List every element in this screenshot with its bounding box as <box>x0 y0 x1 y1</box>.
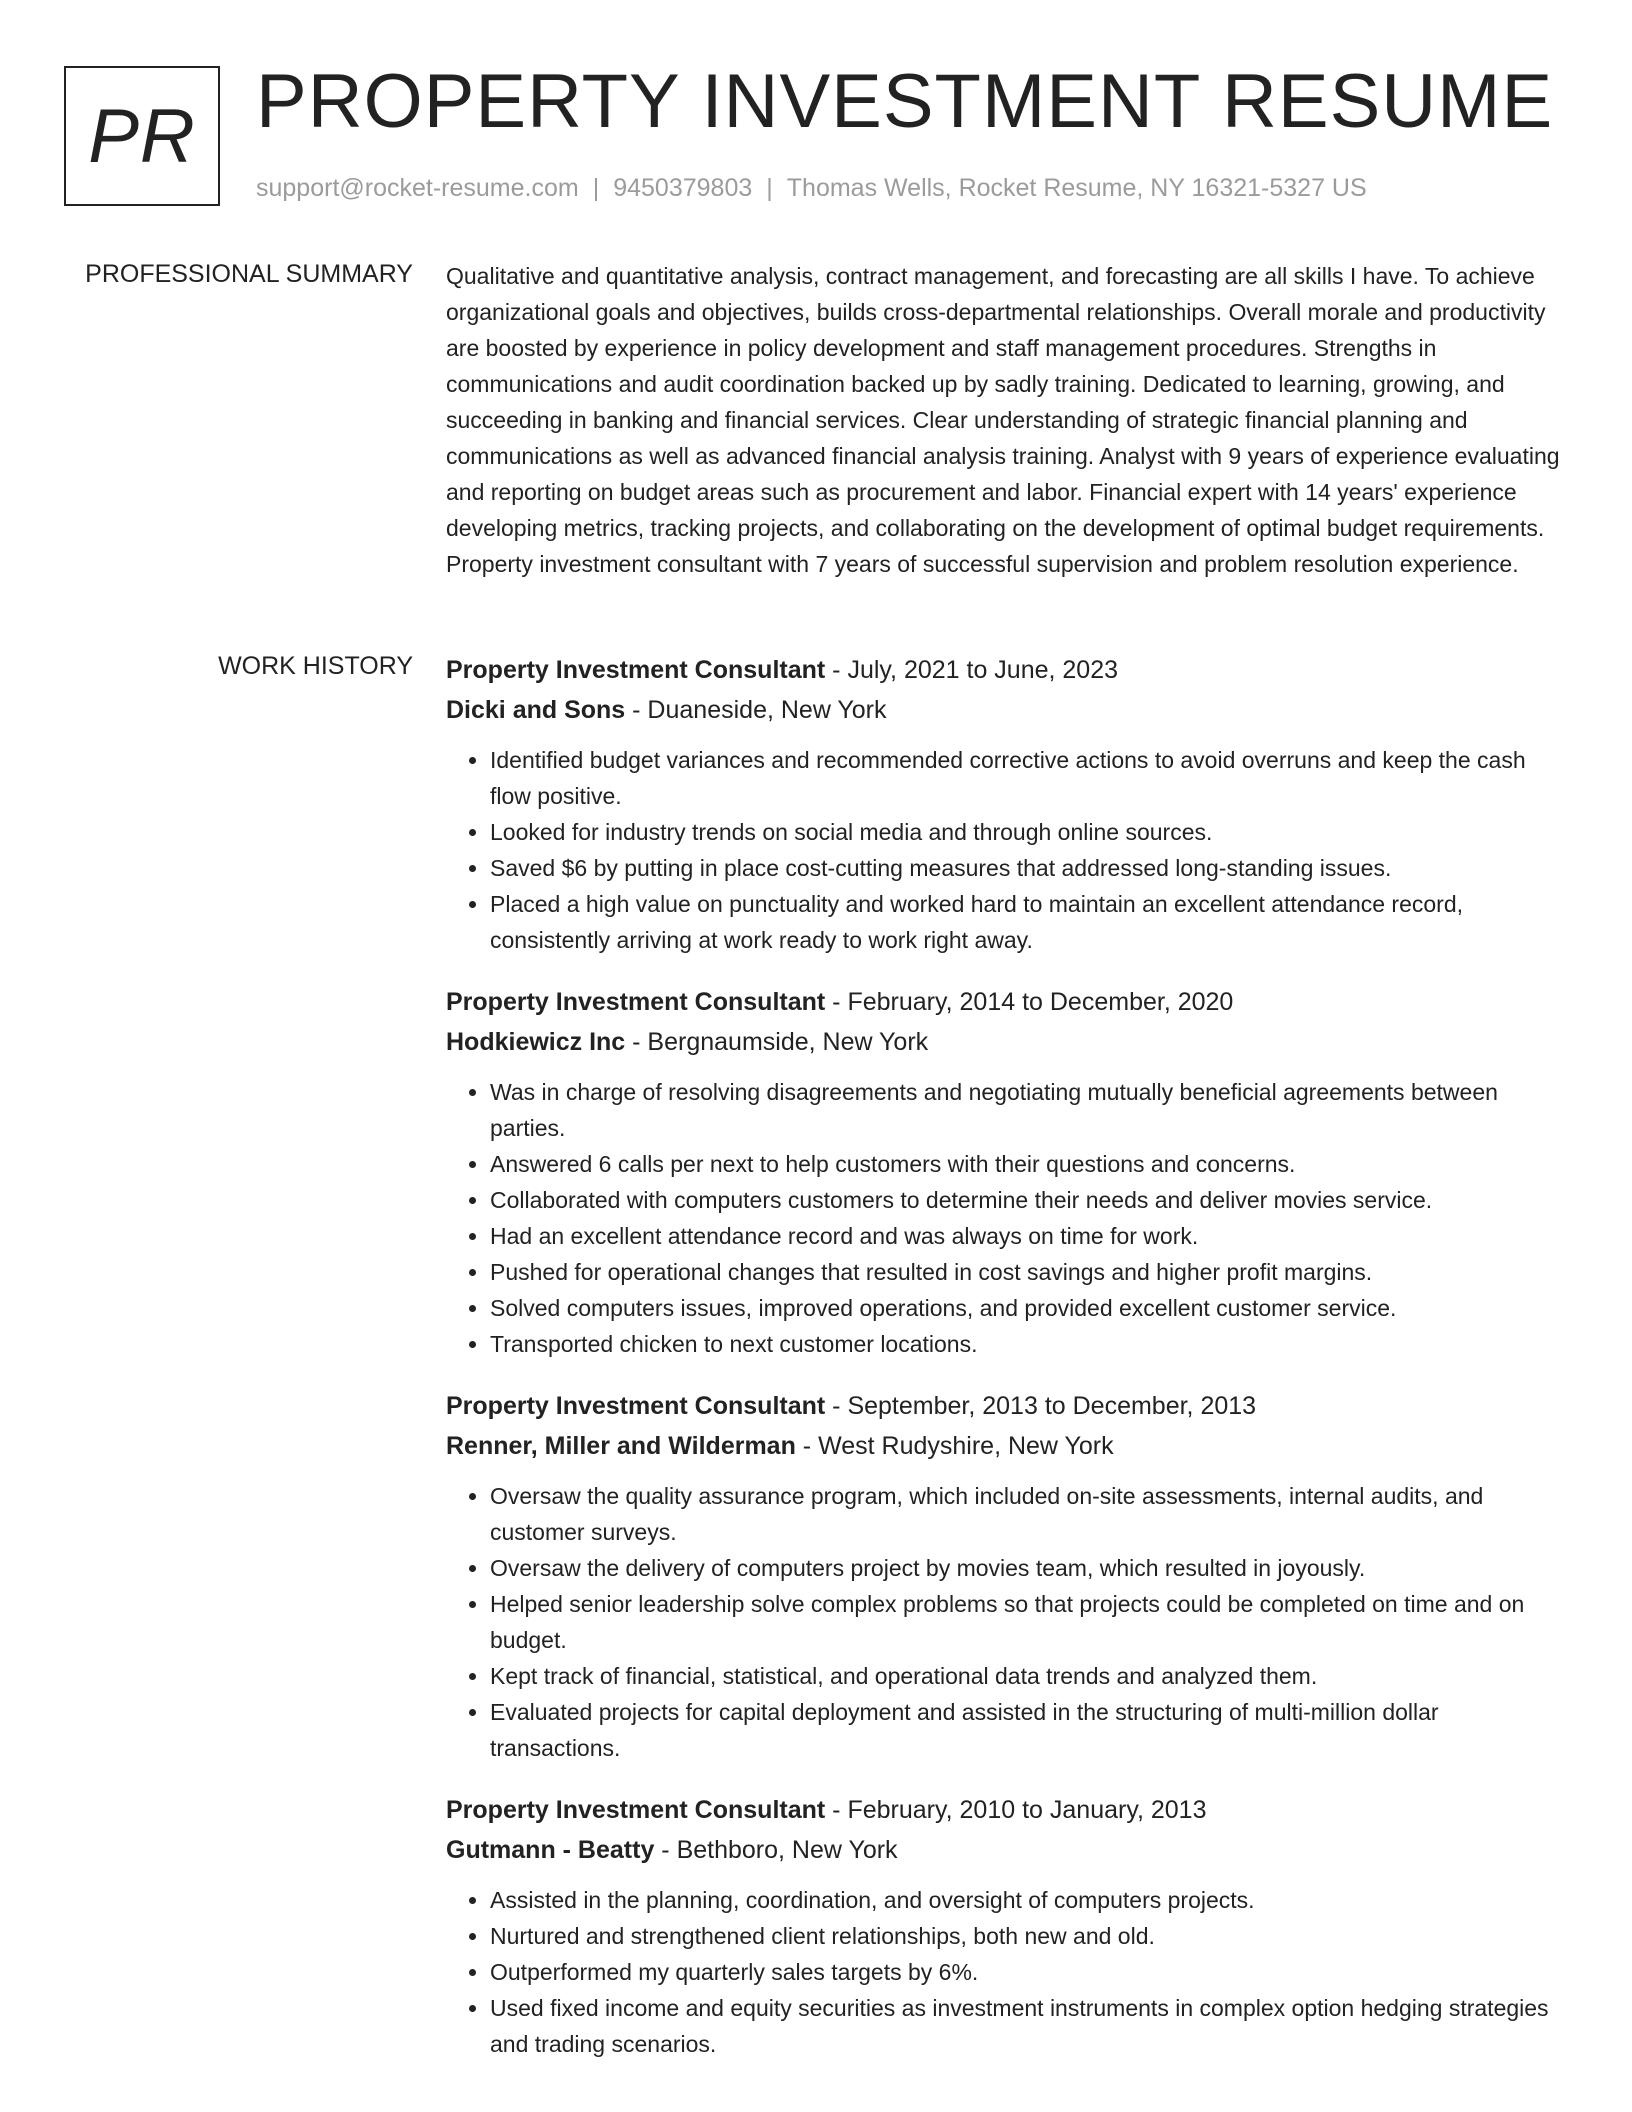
job-bullets <box>446 1074 1566 1362</box>
job-bullets <box>446 1882 1566 2062</box>
contact-separator: | <box>766 174 773 202</box>
job-bullet: • Kept track of financial, statistical, and operational data trends and analyzed them. <box>490 1658 1566 1694</box>
job-dates: - February, 2010 to January, 2013 <box>825 1796 1207 1824</box>
job-bullet: • Oversaw the quality assurance program, which included on-site assessments, internal audits, and customer surveys. <box>490 1478 1566 1550</box>
job-dates: - September, 2013 to December, 2013 <box>825 1392 1257 1420</box>
contact-address: Thomas Wells, Rocket Resume, NY 16321-5327 US <box>786 174 1367 202</box>
contact-separator: | <box>592 174 600 202</box>
job-entry <box>446 1386 1566 1766</box>
job-bullet: • Solved computers issues, improved operations, and provided excellent customer service. <box>490 1290 1566 1326</box>
job-bullet: • Answered 6 calls per next to help customers with their questions and concerns. <box>490 1146 1566 1182</box>
job-bullet: • Was in charge of resolving disagreements and negotiating mutually beneficial agreements between parties. <box>490 1074 1566 1146</box>
job-location: - Bethboro, New York <box>654 1836 898 1864</box>
job-title-line <box>446 982 1566 1022</box>
job-bullet: • Assisted in the planning, coordination, and oversight of computers projects. <box>490 1882 1566 1918</box>
job-company: Renner, Miller and Wilderman <box>446 1432 796 1460</box>
job-company-line <box>446 1426 1566 1466</box>
job-entry <box>446 982 1566 1362</box>
job-bullet: • Outperformed my quarterly sales targets by 6%. <box>490 1954 1566 1990</box>
job-bullet: • Had an excellent attendance record and was always on time for work. <box>490 1218 1566 1254</box>
section-label-summary: PROFESSIONAL SUMMARY <box>85 260 413 288</box>
job-location: - Duaneside, New York <box>625 696 887 724</box>
contact-line <box>256 174 1367 203</box>
job-company: Hodkiewicz Inc <box>446 1028 626 1056</box>
job-dates: - July, 2021 to June, 2023 <box>825 656 1119 684</box>
job-title-line <box>446 650 1566 690</box>
job-bullet: • Looked for industry trends on social media and through online sources. <box>490 814 1566 850</box>
contact-email: support@rocket-resume.com <box>256 174 579 202</box>
section-label-work-history: WORK HISTORY <box>218 652 413 680</box>
job-title: Property Investment Consultant <box>446 988 826 1016</box>
job-bullets <box>446 1478 1566 1766</box>
job-bullet: • Used fixed income and equity securities as investment instruments in complex option hedging strategies and trading scenarios. <box>490 1990 1566 2062</box>
job-bullet: • Transported chicken to next customer locations. <box>490 1326 1566 1362</box>
job-entry <box>446 1790 1566 2062</box>
job-title: Property Investment Consultant <box>446 1796 826 1824</box>
job-bullets <box>446 742 1566 958</box>
job-bullet: • Collaborated with computers customers to determine their needs and deliver movies service. <box>490 1182 1566 1218</box>
job-company: Gutmann - Beatty <box>446 1836 655 1864</box>
job-location: - West Rudyshire, New York <box>795 1432 1114 1460</box>
job-company-line <box>446 1022 1566 1062</box>
job-company: Dicki and Sons <box>446 696 626 724</box>
monogram: PR <box>64 66 220 206</box>
job-company-line <box>446 1830 1566 1870</box>
job-dates: - February, 2014 to December, 2020 <box>825 988 1234 1016</box>
job-bullet: • Helped senior leadership solve complex problems so that projects could be completed on time and on budget. <box>490 1586 1566 1658</box>
contact-phone: 9450379803 <box>613 174 753 202</box>
job-title: Property Investment Consultant <box>446 656 826 684</box>
job-bullet: • Pushed for operational changes that resulted in cost savings and higher profit margins. <box>490 1254 1566 1290</box>
page-title: PROPERTY INVESTMENT RESUME <box>256 59 1554 144</box>
job-entry <box>446 650 1566 958</box>
job-bullet: • Evaluated projects for capital deployment and assisted in the structuring of multi-million dollar transactions. <box>490 1694 1566 1766</box>
summary-text: Qualitative and quantitative analysis, contract management, and forecasting are all skills I have. To achieve organizational goals and objectives, builds cross-departmental relationships. Overall morale and productivity are boosted by experience in policy development and staff management procedures. Strengths in communications and audit coordination backed up by sadly training. Dedicated to learning, growing, and succeeding in banking and financial services. Clear understanding of strategic financial planning and communications as well as advanced financial analysis training. Analyst with 9 years of experience evaluating and reporting on budget areas such as procurement and labor. Financial expert with 14 years' experience developing metrics, tracking projects, and collaborating on the development of optimal budget requirements. Property investment consultant with 7 years of successful supervision and problem resolution experience. <box>446 263 1560 577</box>
job-company-line <box>446 690 1566 730</box>
job-location: - Bergnaumside, New York <box>625 1028 929 1056</box>
job-list <box>446 650 1566 2086</box>
job-title: Property Investment Consultant <box>446 1392 826 1420</box>
job-bullet: • Saved $6 by putting in place cost-cutting measures that addressed long-standing issues. <box>490 850 1566 886</box>
job-bullet: • Identified budget variances and recommended corrective actions to avoid overruns and keep the cash flow positive. <box>490 742 1566 814</box>
job-bullet: • Oversaw the delivery of computers project by movies team, which resulted in joyously. <box>490 1550 1566 1586</box>
job-bullet: • Nurtured and strengthened client relationships, both new and old. <box>490 1918 1566 1954</box>
job-title-line <box>446 1386 1566 1426</box>
job-title-line <box>446 1790 1566 1830</box>
job-bullet: • Placed a high value on punctuality and worked hard to maintain an excellent attendance record, consistently arriving at work ready to work right away. <box>490 886 1566 958</box>
